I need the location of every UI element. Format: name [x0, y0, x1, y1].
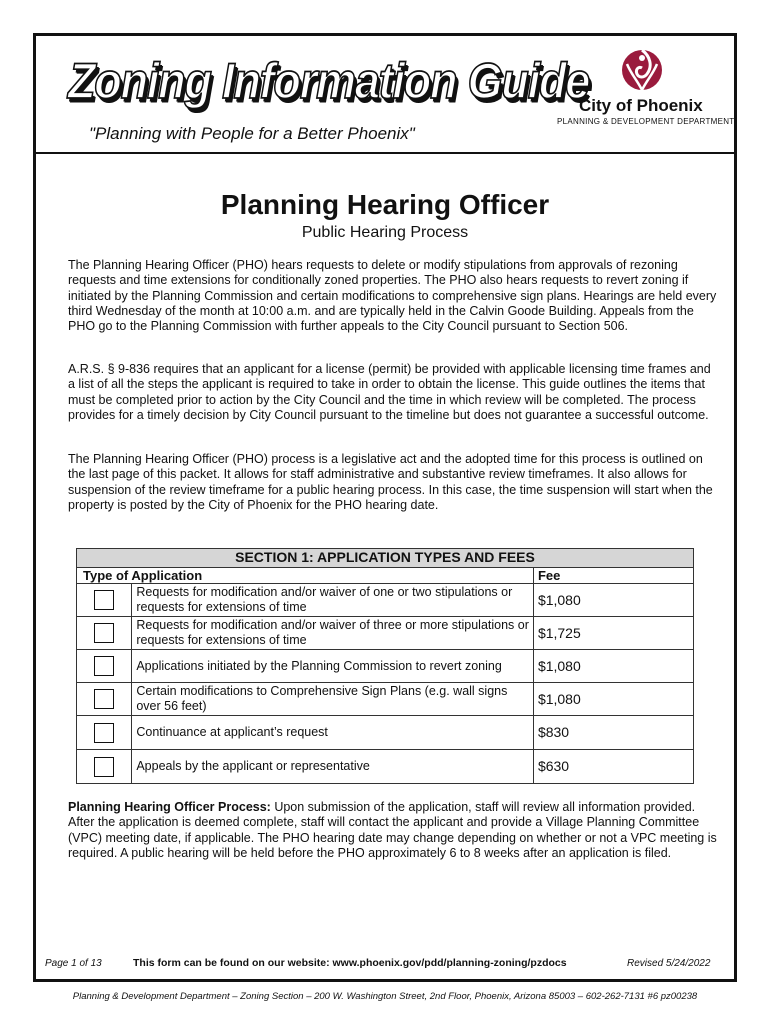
tagline: "Planning with People for a Better Phoenix" [89, 124, 415, 143]
department-address: Planning & Development Department – Zoning Section – 200 W. Washington Street, 2nd Floor, Phoenix, Arizona 85003 – 602-262-7131 #6 pz00238 [72, 991, 698, 1002]
table-row [77, 750, 694, 784]
application-fee: $1,080 [533, 650, 693, 683]
page-subtitle: Public Hearing Process [301, 224, 469, 241]
table-row [77, 617, 694, 650]
ars-paragraph: A.R.S. § 9-836 requires that an applicant for a license (permit) be provided with applicable licensing time frames and a list of all the steps the applicant is required to take in order to obtain the license. This guide outlines the items that must be completed prior to action by the City Council and the time in which review will be completed. The process provides for a timely decision by City Council pursuant to the timeline but does not guarantee a successful outcome. [68, 362, 711, 422]
application-type: Certain modifications to Comprehensive Sign Plans (e.g. wall signs over 56 feet) [132, 683, 534, 716]
application-fee: $1,080 [533, 683, 693, 716]
column-header-type: Type of Application [77, 568, 534, 584]
application-checkbox[interactable] [94, 689, 114, 709]
table-row [77, 683, 694, 716]
table-row [77, 716, 694, 750]
application-fee: $630 [533, 750, 693, 784]
application-checkbox[interactable] [94, 623, 114, 643]
logo-city-name: City of Phoenix [579, 96, 703, 115]
column-header-fee: Fee [533, 568, 693, 584]
table-row [77, 584, 694, 617]
phoenix-bird-icon [617, 44, 667, 94]
application-fee: $1,725 [533, 617, 693, 650]
application-type: Appeals by the applicant or representative [132, 750, 534, 784]
fees-table [76, 548, 694, 784]
application-type: Applications initiated by the Planning Commission to revert zoning [132, 650, 534, 683]
page-title: Planning Hearing Officer [220, 189, 550, 220]
revised-date: Revised 5/24/2022 [627, 958, 711, 969]
application-checkbox[interactable] [94, 590, 114, 610]
application-type: Requests for modification and/or waiver of three or more stipulations or requests for extensions of time [132, 617, 534, 650]
application-type: Continuance at applicant’s request [132, 716, 534, 750]
intro-paragraph: The Planning Hearing Officer (PHO) hears requests to delete or modify stipulations from approvals of rezoning requests and time extensions for conditionally zoned properties. The PHO also hears requests to revert zoning if initiated by the Planning Commission and certain modifications to comprehensive sign plans. Hearings are held every third Wednesday of the month at 10:00 a.m. and are typically held in the Calvin Goode Building. Appeals from the PHO go to the Planning Commission with further appeals to the City Council pursuant to Section 506. [68, 258, 717, 334]
fees-section-title: SECTION 1: APPLICATION TYPES AND FEES [77, 549, 694, 568]
application-fee: $1,080 [533, 584, 693, 617]
page-number: Page 1 of 13 [45, 958, 102, 969]
application-checkbox[interactable] [94, 656, 114, 676]
application-checkbox[interactable] [94, 757, 114, 777]
process-paragraph [68, 800, 718, 861]
guide-title: Zoning Information Guide [68, 52, 590, 110]
application-fee: $830 [533, 716, 693, 750]
logo-department: PLANNING & DEVELOPMENT DEPARTMENT [557, 117, 735, 126]
application-type: Requests for modification and/or waiver of one or two stipulations or requests for extensions of time [132, 584, 534, 617]
process-lead: Planning Hearing Officer Process: [68, 800, 271, 814]
city-logo [555, 44, 735, 130]
table-row [77, 650, 694, 683]
website-note[interactable]: This form can be found on our website: www.phoenix.gov/pdd/planning-zoning/pzdocs [133, 957, 567, 969]
application-checkbox[interactable] [94, 723, 114, 743]
legislative-paragraph: The Planning Hearing Officer (PHO) process is a legislative act and the adopted time for this process is outlined on the last page of this packet. It allows for staff administrative and substantive review timeframes. It also allows for suspension of the review timeframe for a public hearing process. In this case, the time suspension will start when the property is posted by the City of Phoenix for the PHO hearing date. [68, 452, 713, 512]
process-text: Upon submission of the application, staff will review all information provided. After the application is deemed complete, staff will contact the applicant and provide a Village Planning Committee (VPC) meeting date, if applicable. The PHO hearing date may change depending on whether or not a VPC meeting is required. A public hearing will be held before the PHO approximately 6 to 8 weeks after an application is filed. [68, 800, 717, 860]
header-divider [36, 152, 734, 154]
